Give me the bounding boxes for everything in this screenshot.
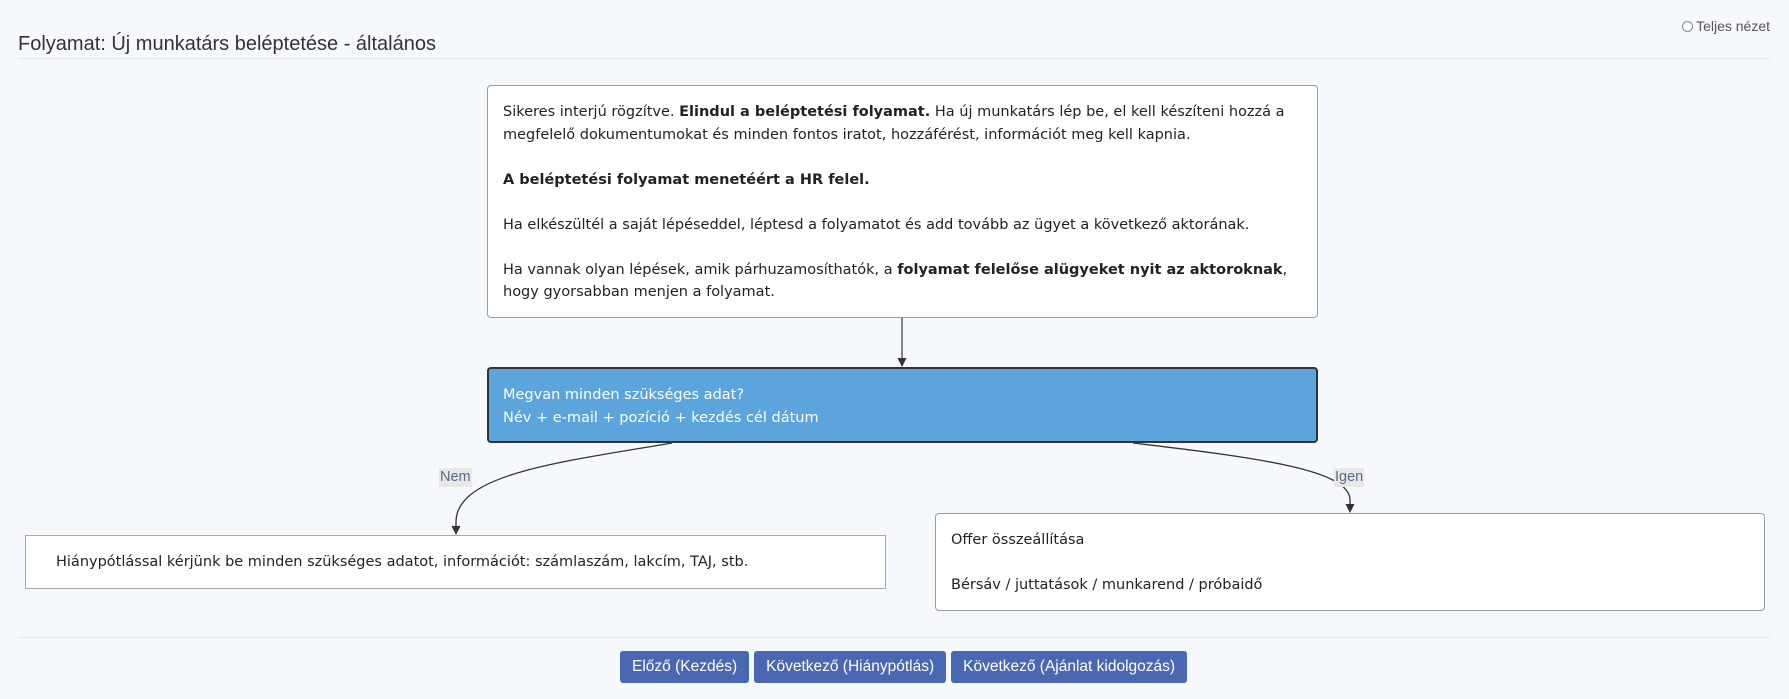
previous-start-button[interactable]: Előző (Kezdés) (620, 651, 749, 683)
full-view-label: Teljes nézet (1696, 18, 1770, 34)
intro-text: Ha vannak olyan lépések, amik párhuzamosíthatók, a (503, 261, 898, 278)
intro-bold-text: A beléptetési folyamat menetéért a HR felel. (503, 171, 870, 188)
footer-divider (18, 637, 1770, 638)
intro-text: Ha új munkatárs lép be, el kell készíteni hozzá a megfelelő dokumentumokat és minden fontos iratot, hozzáférést, információt meg kell kapnia. (503, 104, 1285, 143)
intro-paragraph-3: Ha elkészültél a saját lépéseddel, léptesd a folyamatot és add tovább az ügyet a következő aktorának. (503, 216, 1250, 233)
edge-no (456, 443, 672, 526)
intro-text: , hogy gyorsabban menjen a folyamat. (503, 261, 1288, 300)
edge-label-yes: Igen (1335, 469, 1364, 485)
missing-data-text: Hiánypótlással kérjünk be minden szükséges adatot, információt: számlaszám, lakcím, TAJ, stb. (56, 554, 749, 570)
intro-bold-text: Elindul a beléptetési folyamat. (679, 104, 931, 120)
node-decision[interactable] (487, 367, 1318, 443)
decision-question: Megvan minden szükséges adat? (503, 387, 745, 403)
node-offer[interactable] (935, 513, 1765, 611)
node-intro[interactable] (487, 85, 1318, 318)
edge-yes (1133, 443, 1350, 504)
next-offer-button[interactable]: Következő (Ajánlat kidolgozás) (951, 651, 1187, 683)
navigation-buttons (620, 651, 1187, 683)
intro-paragraph-4 (503, 259, 1302, 304)
offer-title: Offer összeállítása (951, 532, 1085, 548)
page-title: Folyamat: Új munkatárs beléptetése - általános (18, 33, 436, 56)
next-missing-data-button[interactable]: Következő (Hiánypótlás) (754, 651, 946, 683)
decision-criteria: Név + e-mail + pozíció + kezdés cél dátum (503, 409, 819, 426)
edge-label-no: Nem (440, 469, 471, 485)
intro-text: Sikeres interjú rögzítve. (503, 104, 680, 120)
intro-paragraph-1 (503, 101, 1302, 146)
offer-details: Bérsáv / juttatások / munkarend / próbaidő (951, 577, 1263, 593)
intro-paragraph-2 (503, 169, 1302, 192)
node-missing-data[interactable] (25, 535, 886, 589)
intro-bold-text: folyamat felelőse alügyeket nyit az aktoroknak (897, 261, 1283, 278)
